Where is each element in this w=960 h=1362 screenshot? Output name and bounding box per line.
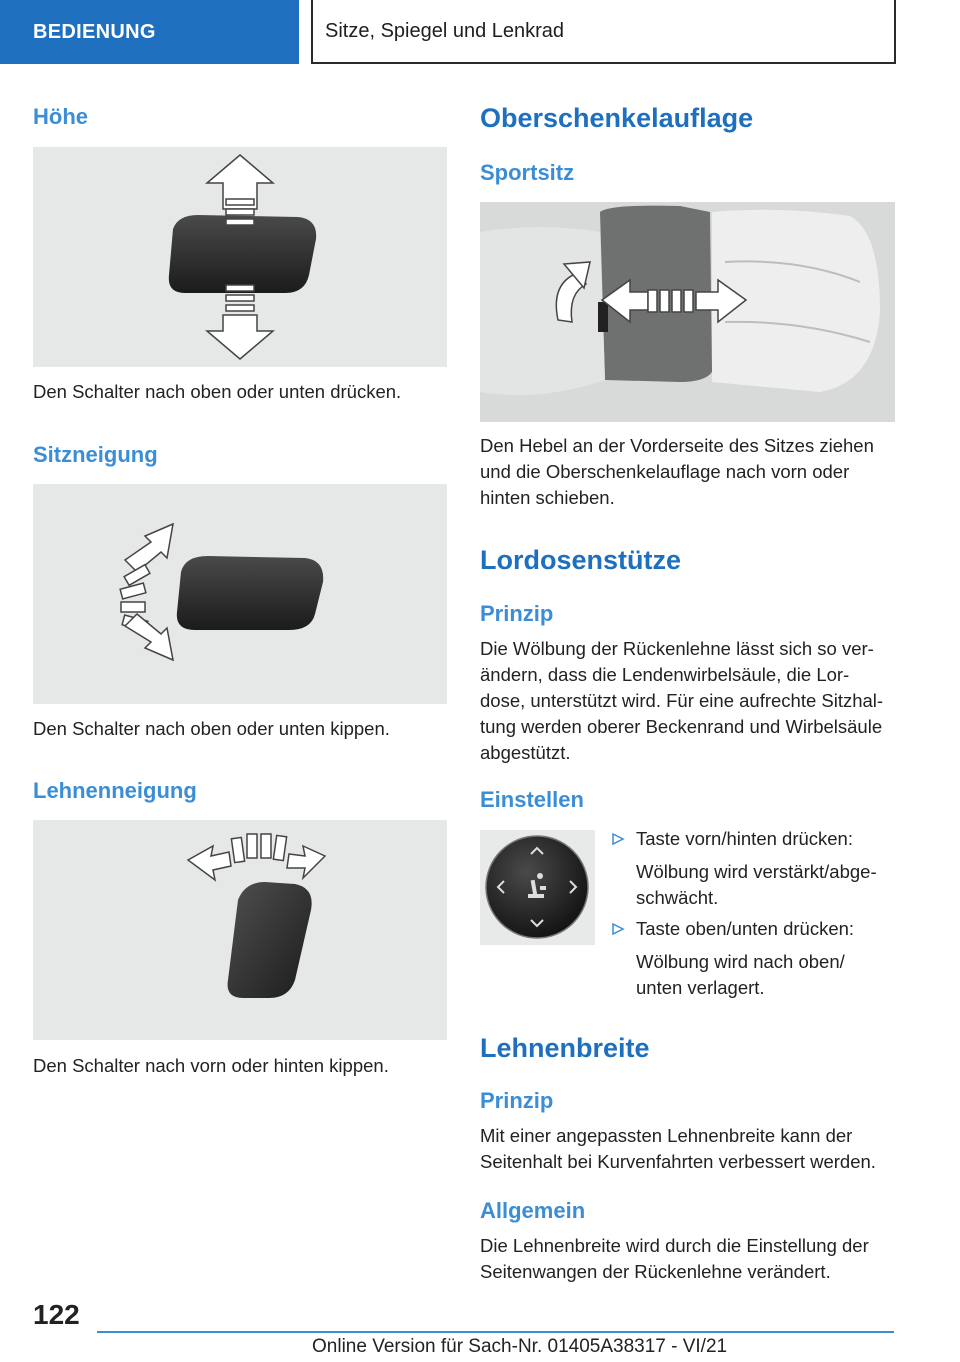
footer-version-text: Online Version für Sach-Nr. 01405A38317 - VI/21	[312, 1336, 728, 1357]
subheading-einstellen: Einstellen	[480, 787, 584, 812]
subheading-sportsitz: Sportsitz	[480, 160, 575, 185]
prinzip-lordose-line2: ändern, dass die Lendenwirbelsäule, die Lor-	[480, 664, 850, 685]
chapter-title: Sitze, Spiegel und Lenkrad	[311, 0, 896, 64]
prinzip-lehnenbreite-line2: Seitenhalt bei Kurvenfahrten verbessert werden.	[480, 1151, 876, 1172]
prinzip-lordose-line4: tung werden oberer Beckenrand und Wirbelsäule	[480, 716, 883, 737]
step1-result-line1: Wölbung wird verstärkt/abge-	[636, 861, 877, 882]
subheading-allgemein: Allgemein	[480, 1198, 586, 1223]
prinzip-lehnenbreite-line1: Mit einer angepassten Lehnenbreite kann der	[480, 1125, 853, 1146]
heading-oberschenkelauflage: Oberschenkelauflage	[480, 103, 754, 133]
bullet-triangle-icon	[611, 832, 625, 846]
figure-backrest-switch	[33, 820, 447, 1040]
allgemein-line1: Die Lehnenbreite wird durch die Einstellung der	[480, 1235, 869, 1256]
caption-oberschenkel-line1: Den Hebel an der Vorderseite des Sitzes ziehen	[480, 435, 874, 456]
figure-height-switch	[33, 147, 447, 367]
caption-lehnenneigung: Den Schalter nach vorn oder hinten kippen.	[33, 1055, 389, 1076]
figure-thigh-support	[480, 202, 895, 422]
prinzip-lordose-line1: Die Wölbung der Rückenlehne lässt sich so ver-	[480, 638, 874, 659]
page-header	[0, 0, 960, 66]
step1-action: Taste vorn/hinten drücken:	[636, 828, 853, 849]
caption-sitzneigung: Den Schalter nach oben oder unten kippen.	[33, 718, 390, 739]
step2-result-line2: unten verlagert.	[636, 977, 765, 998]
heading-hoehe: Höhe	[33, 104, 88, 129]
figure-tilt-switch	[33, 484, 447, 704]
step2-result-line1: Wölbung wird nach oben/	[636, 951, 845, 972]
section-label: BEDIENUNG	[0, 0, 299, 64]
prinzip-lordose-line3: dose, unterstützt wird. Für eine aufrechte Sitzhal-	[480, 690, 884, 711]
heading-lehnenneigung: Lehnenneigung	[33, 778, 197, 803]
prinzip-lordose-line5: abgestützt.	[480, 742, 571, 763]
heading-sitzneigung: Sitzneigung	[33, 442, 158, 467]
footer-divider	[97, 1331, 894, 1333]
subheading-prinzip-lehnenbreite: Prinzip	[480, 1088, 554, 1113]
allgemein-line2: Seitenwangen der Rückenlehne verändert.	[480, 1261, 831, 1282]
figure-lumbar-control	[480, 830, 595, 945]
caption-oberschenkel-line2: und die Oberschenkelauflage nach vorn oder	[480, 461, 850, 482]
heading-lehnenbreite: Lehnenbreite	[480, 1033, 650, 1063]
bullet-triangle-icon	[611, 922, 625, 936]
step1-result-line2: schwächt.	[636, 887, 719, 908]
caption-hoehe: Den Schalter nach oben oder unten drücken.	[33, 381, 402, 402]
page-number: 122	[33, 1299, 80, 1330]
heading-lordosenstuetze: Lordosenstütze	[480, 545, 682, 575]
subheading-prinzip-lordose: Prinzip	[480, 601, 554, 626]
step2-action: Taste oben/unten drücken:	[636, 918, 855, 939]
caption-oberschenkel-line3: hinten schieben.	[480, 487, 615, 508]
